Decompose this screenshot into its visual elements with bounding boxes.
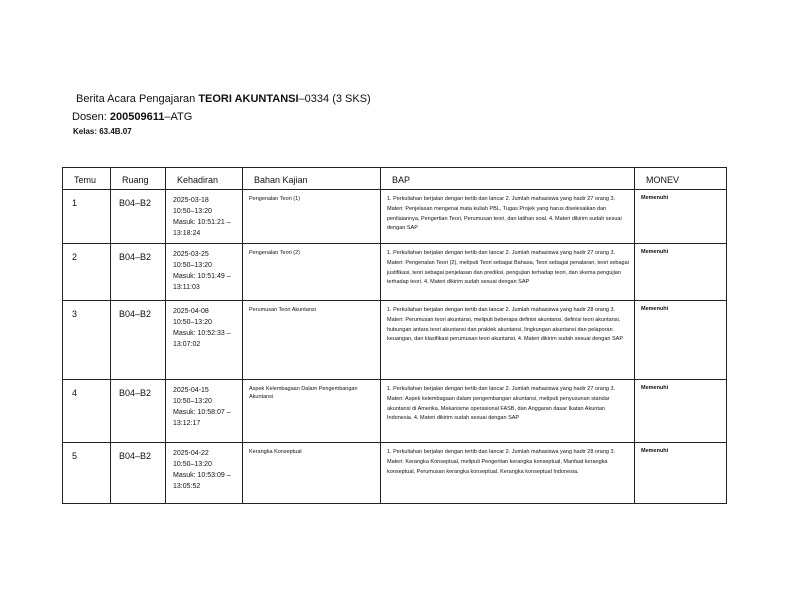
attendance-date: 2025-04-08 — [173, 308, 209, 315]
dosen-label: Dosen: — [72, 111, 107, 123]
cell-bap: 1. Perkuliahan berjalan dengan tertib dan lancar 2. Jumlah mahasiswa yang hadir 28 orang 3. Materi: Kerangka Konseptual, meliputi Pengertian kerangka konseptual, Manfaat kerangka konseptual, Perumusan kerangka konseptual, Kerangka konseptual Indonesia. — [381, 443, 635, 504]
table-row — [63, 190, 727, 244]
column-header-temu: Temu — [63, 168, 111, 190]
dosen-suffix: –ATG — [164, 111, 193, 123]
attendance-masuk: Masuk: 10:51:49 – 13:11:03 — [173, 273, 231, 291]
cell-bahan-kajian: Pengenalan Teori (1) — [243, 190, 381, 244]
cell-bahan-kajian: Perumusan Teori Akuntansi — [243, 301, 381, 380]
cell-ruang: B04–B2 — [111, 190, 166, 244]
column-header-kehadiran: Kehadiran — [166, 168, 243, 190]
cell-bap: 1. Perkuliahan berjalan dengan tertib dan lancar 2. Jumlah mahasiswa yang hadir 27 orang 3. Materi: Aspek kelembagaan dalam pengembangan akuntansi, meliputi penyusunan standar akuntansi di Amerika, Mekanisme operasional FASB, dan Anggaran dasar Ikatan Akuntan Indonesia. 4. Materi dikirim sudah sesuai dengan SAP — [381, 380, 635, 443]
attendance-date: 2025-03-25 — [173, 251, 209, 258]
attendance-masuk: Masuk: 10:52:33 – 13:07:02 — [173, 330, 231, 348]
attendance-date: 2025-03-18 — [173, 197, 209, 204]
cell-ruang: B04–B2 — [111, 301, 166, 380]
attendance-date: 2025-04-22 — [173, 450, 209, 457]
cell-ruang: B04–B2 — [111, 380, 166, 443]
cell-temu: 5 — [63, 443, 111, 504]
teaching-log-table — [62, 167, 727, 504]
column-header-bahan-kajian: Bahan Kajian — [243, 168, 381, 190]
course-name: TEORI AKUNTANSI — [198, 93, 299, 105]
page-title — [76, 93, 371, 105]
attendance-time: 10:50–13:20 — [173, 208, 212, 215]
cell-bahan-kajian: Pengenalan Teori (2) — [243, 244, 381, 301]
cell-monev: Memenuhi — [635, 380, 727, 443]
cell-kehadiran — [166, 244, 243, 301]
cell-bahan-kajian: Kerangka Konseptual — [243, 443, 381, 504]
cell-monev: Memenuhi — [635, 190, 727, 244]
cell-temu: 2 — [63, 244, 111, 301]
attendance-masuk: Masuk: 10:58:07 – 13:12:17 — [173, 409, 231, 427]
attendance-date: 2025-04-15 — [173, 387, 209, 394]
attendance-time: 10:50–13:20 — [173, 319, 212, 326]
cell-ruang: B04–B2 — [111, 244, 166, 301]
cell-ruang: B04–B2 — [111, 443, 166, 504]
attendance-time: 10:50–13:20 — [173, 398, 212, 405]
cell-kehadiran — [166, 443, 243, 504]
cell-monev: Memenuhi — [635, 301, 727, 380]
column-header-monev: MONEV — [635, 168, 727, 190]
cell-monev: Memenuhi — [635, 443, 727, 504]
table-header-row — [63, 168, 727, 190]
cell-temu: 4 — [63, 380, 111, 443]
table-row — [63, 443, 727, 504]
cell-temu: 3 — [63, 301, 111, 380]
attendance-time: 10:50–13:20 — [173, 262, 212, 269]
column-header-bap: BAP — [381, 168, 635, 190]
course-code: –0334 (3 SKS) — [298, 93, 371, 105]
cell-monev: Memenuhi — [635, 244, 727, 301]
attendance-time: 10:50–13:20 — [173, 461, 212, 468]
cell-kehadiran — [166, 380, 243, 443]
table-row — [63, 380, 727, 443]
cell-kehadiran — [166, 190, 243, 244]
title-prefix: Berita Acara Pengajaran — [76, 93, 196, 105]
lecturer-line — [72, 111, 192, 123]
cell-bap: 1. Perkuliahan berjalan dengan tertib dan lancar 2. Jumlah mahasiswa yang hadir 28 orang 3. Materi: Perumusan teori akuntansi, meliputi beberapa definisi akuntansi, definisi teori akuntansi, hubungan antara teori akuntansi dan praktek akuntansi, lingkungan akuntansi dan pelaporan keuangan, dan klasifikasi perumusan teori akuntansi. 4. Materi dikirim sudah sesuai dengan SAP — [381, 301, 635, 380]
column-header-ruang: Ruang — [111, 168, 166, 190]
cell-bap: 1. Perkuliahan berjalan dengan tertib dan lancar 2. Jumlah mahasiswa yang hadir 27 orang 3. Materi: Pengenalan Teori (2), meliputi Teori sebagai Bahasa, Teori sebagai penalaran, teori sebagai justifikasi, teori sebagai penjelasan dan prediksi, pengujian terhadap teori, dan skema pengujian terhadap teori. 4. Materi dikirim sudah sesuai dengan SAP — [381, 244, 635, 301]
table-row — [63, 301, 727, 380]
cell-temu: 1 — [63, 190, 111, 244]
cell-bap: 1. Perkuliahan berjalan dengan tertib dan lancar 2. Jumlah mahasiswa yang hadir 27 orang 3. Materi: Penjelasan mengenai mata kuliah PBL, Tugas Projek yang harus diselesaikan dan penilaiannya, Pengertian Teori, Perumusan teori, dan latihan soal. 4. Materi dikirim sudah sesuai dengan SAP — [381, 190, 635, 244]
dosen-id: 200509611 — [109, 111, 165, 123]
attendance-masuk: Masuk: 10:53:09 – 13:05:52 — [173, 472, 231, 490]
attendance-masuk: Masuk: 10:51:21 – 13:18:24 — [173, 219, 231, 237]
table-row — [63, 244, 727, 301]
cell-bahan-kajian: Aspek Kelembagaan Dalam Pengembangan Akuntansi — [243, 380, 381, 443]
cell-kehadiran — [166, 301, 243, 380]
class-label: Kelas: 63.4B.07 — [73, 127, 132, 136]
